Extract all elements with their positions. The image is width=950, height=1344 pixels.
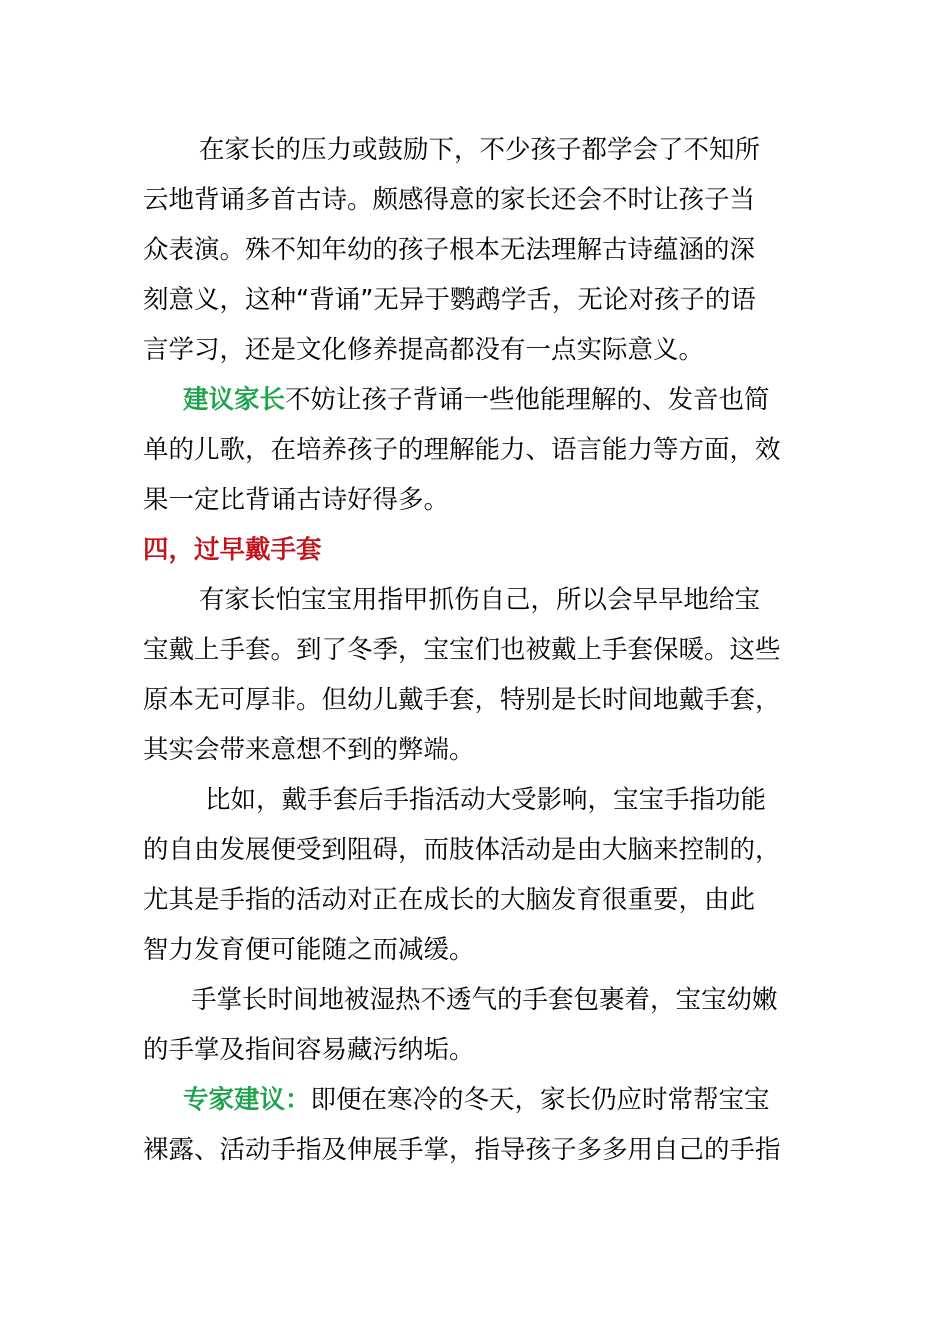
text-line [143, 1125, 811, 1175]
text-line [143, 625, 811, 675]
section-heading: 四，过早戴手套 [143, 535, 322, 565]
text-line [143, 475, 811, 525]
text-line [143, 175, 811, 225]
text-line [143, 375, 811, 425]
body-text: 智力发育便可能随之而减缓。 [143, 935, 475, 965]
body-text: 在家长的压力或鼓励下，不少孩子都学会了不知所 [199, 135, 761, 165]
body-text: 有家长怕宝宝用指甲抓伤自己，所以会早早地给宝 [199, 585, 761, 615]
body-text: 果一定比背诵古诗好得多。 [143, 485, 450, 515]
text-line [143, 1025, 811, 1075]
text-line [143, 125, 811, 175]
text-line [143, 675, 811, 725]
body-text: 原本无可厚非。但幼儿戴手套，特别是长时间地戴手套， [143, 685, 781, 715]
body-text: 的自由发展便受到阻碍，而肢体活动是由大脑来控制的， [143, 835, 781, 865]
text-line [143, 875, 811, 925]
text-line [143, 225, 811, 275]
text-line [143, 975, 811, 1025]
body-text: 裸露、活动手指及伸展手掌，指导孩子多多用自己的手指 [143, 1135, 781, 1165]
text-line [143, 575, 811, 625]
text-line [143, 925, 811, 975]
body-text: 单的儿歌，在培养孩子的理解能力、语言能力等方面，效 [143, 435, 781, 465]
body-text: 不妨让孩子背诵一些他能理解的、发音也简 [285, 385, 770, 415]
text-line [143, 725, 811, 775]
body-text: 言学习，还是文化修养提高都没有一点实际意义。 [143, 335, 705, 365]
body-text: 的手掌及指间容易藏污纳垢。 [143, 1035, 475, 1065]
body-text: 手掌长时间地被湿热不透气的手套包裹着，宝宝幼嫩 [191, 985, 778, 1015]
body-text: 宝戴上手套。到了冬季，宝宝们也被戴上手套保暖。这些 [143, 635, 781, 665]
text-line [143, 1075, 811, 1125]
body-text: 其实会带来意想不到的弊端。 [143, 735, 475, 765]
highlight-label: 建议家长 [183, 385, 286, 415]
body-text: 云地背诵多首古诗。颇感得意的家长还会不时让孩子当 [143, 185, 756, 215]
body-text: 即便在寒冷的冬天，家长仍应时常帮宝宝 [310, 1085, 770, 1115]
text-line [143, 825, 811, 875]
document-page [143, 125, 811, 1175]
text-line [143, 275, 811, 325]
body-text: 比如，戴手套后手指活动大受影响，宝宝手指功能 [205, 785, 767, 815]
text-line [143, 325, 811, 375]
text-line [143, 775, 811, 825]
body-text: 尤其是手指的活动对正在成长的大脑发育很重要，由此 [143, 885, 756, 915]
body-text: 众表演。殊不知年幼的孩子根本无法理解古诗蕴涵的深 [143, 235, 756, 265]
text-line [143, 525, 811, 575]
highlight-label: 专家建议： [183, 1085, 311, 1115]
body-text: 刻意义，这种“背诵”无异于鹦鹉学舌，无论对孩子的语 [143, 285, 756, 315]
text-line [143, 425, 811, 475]
